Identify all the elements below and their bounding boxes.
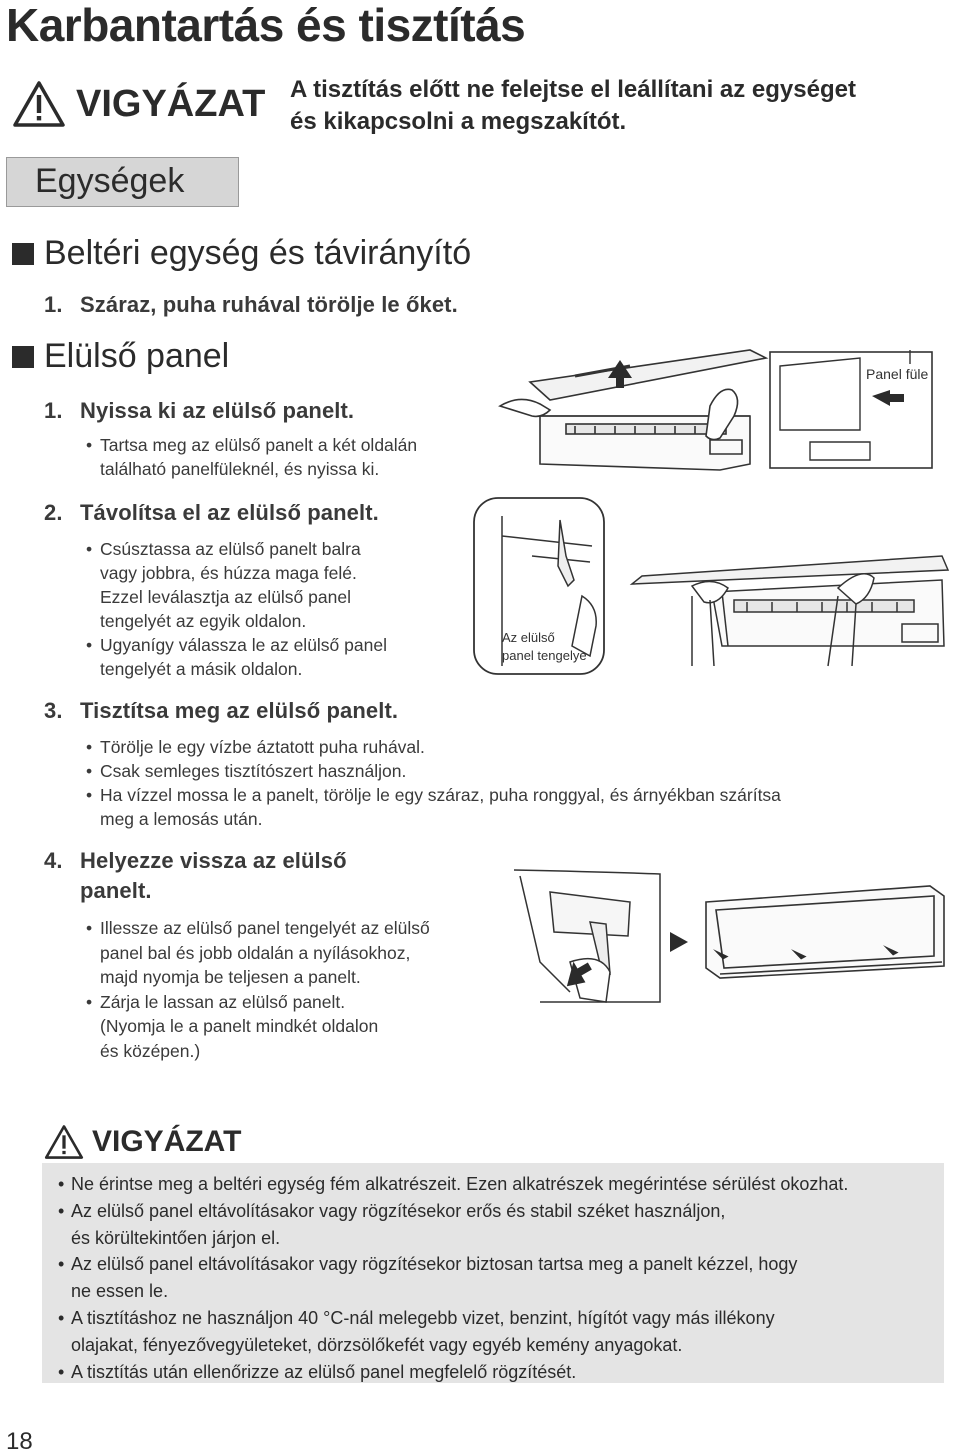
next-arrow-icon [670,932,688,952]
warning-top-line: A tisztítás előtt ne felejtse el leállítani az egységet [290,76,856,103]
panel-tab-label: Panel füle [866,366,929,382]
axis-label-line1: Az elülső [502,630,555,645]
step-number: 2. [44,500,63,525]
section2-step4 [44,846,347,906]
section1-step1 [44,292,458,318]
step2-bullets [86,537,387,681]
list-item: • Csak semleges tisztítószert használjon. [86,759,781,783]
list-item: • Ne érintse meg a beltéri egység fém alkatrészeit. Ezen alkatrészek megérintése sérülést okozhat. [58,1171,944,1198]
step4-bullets [86,916,430,1063]
list-item: • Tartsa meg az elülső panelt a két oldalán található panelfüleknél, és nyissa ki. [86,433,417,481]
list-item: • Az elülső panel eltávolításakor vagy rögzítésekor erős és stabil széket használjon, és körültekintően járjon el. [58,1198,944,1252]
step-text: Száraz, puha ruhával törölje le őket. [80,292,458,317]
list-item: • Törölje le egy vízbe áztatott puha ruhával. [86,735,781,759]
warning-triangle-icon [12,80,66,128]
list-item: • Csúsztassa az elülső panelt balra vagy jobbra, és húzza maga felé. Ezzel leválasztja az elülső panel tengelyét az egyik oldalon. [86,537,387,633]
warning-bottom-box [42,1163,944,1383]
units-heading: Egységek [6,157,239,207]
list-item: • Illessze az elülső panel tengelyét az elülső panel bal és jobb oldalán a nyílásokhoz, majd nyomja be teljesen a panelt. [86,916,430,990]
step-text: Helyezze vissza az elülső [80,848,347,873]
section-indoor-remote-heading [12,234,471,273]
warning-triangle-icon [44,1124,84,1160]
step-number: 4. [44,848,63,873]
section-heading-text: Beltéri egység és távirányító [44,234,472,272]
step-number: 1. [44,398,63,423]
list-item: • Ugyanígy válassza le az elülső panel tengelyét a másik oldalon. [86,633,387,681]
square-bullet-icon [12,346,34,368]
list-item: • Ha vízzel mossa le a panelt, törölje le egy száraz, puha ronggyal, és árnyékban szárítsa meg a lemosás után. [86,783,781,831]
axis-label-line2: panel tengelye [502,648,587,663]
warning-top-header [12,80,265,128]
step-text: Távolítsa el az elülső panelt. [80,500,379,525]
warning-bottom-header [44,1124,241,1160]
step-number: 3. [44,698,63,723]
warning-bottom-label: VIGYÁZAT [92,1125,242,1158]
section-heading-text: Elülső panel [44,337,230,375]
section-front-panel-heading [12,337,229,376]
section2-step2 [44,500,379,526]
warning-bottom-list [58,1171,944,1385]
remove-front-panel-figure [472,496,958,686]
section2-step3 [44,698,398,724]
warning-top-line: és kikapcsolni a megszakítót. [290,108,627,135]
step-number: 1. [44,292,63,317]
open-front-panel-figure [480,346,940,476]
step1-bullets [86,433,417,481]
page-number: 18 [6,1428,33,1455]
step-text: panelt. [80,878,152,903]
warning-top-label: VIGYÁZAT [76,82,266,125]
list-item: • A tisztítás után ellenőrizze az elülső panel megfelelő rögzítését. [58,1359,944,1386]
step-text: Tisztítsa meg az elülső panelt. [80,698,399,723]
list-item: • A tisztításhoz ne használjon 40 °C-nál melegebb vizet, benzint, hígítót vagy más illékony olajakat, fényezővegyületeket, dörzsölőkefét vagy egyéb kemény anyagokat. [58,1305,944,1359]
step3-bullets [86,735,781,831]
square-bullet-icon [12,243,34,265]
step-text: Nyissa ki az elülső panelt. [80,398,355,423]
section2-step1 [44,398,354,424]
list-item: • Az elülső panel eltávolításakor vagy rögzítésekor biztosan tartsa meg a panelt kézzel, hogy ne essen le. [58,1251,944,1305]
list-item: • Zárja le lassan az elülső panelt. (Nyomja le a panelt mindkét oldalon és középen.) [86,990,430,1064]
page-title: Karbantartás és tisztítás [6,0,526,51]
warning-top-text [290,74,856,138]
reinstall-front-panel-figure [510,862,950,1012]
